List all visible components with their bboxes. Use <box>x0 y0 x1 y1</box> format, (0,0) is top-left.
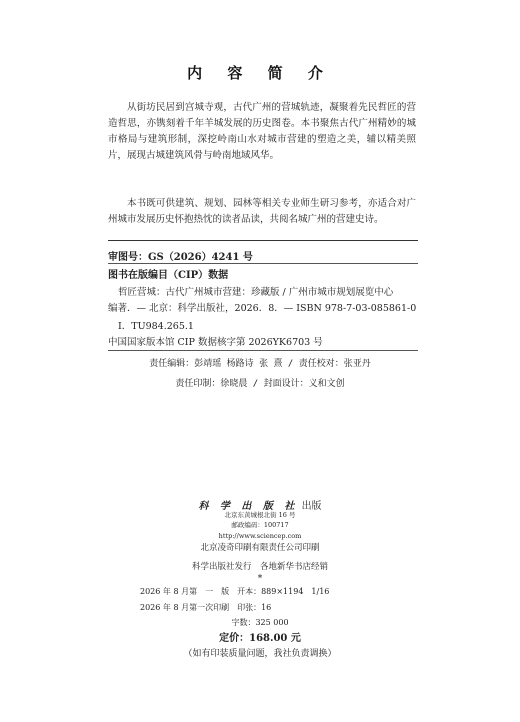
printing-line: 2026 年 8 月第一次印刷 印张：16 <box>140 603 272 612</box>
page-title: 内 容 简 介 <box>187 64 333 82</box>
printer-line: 北京凌奇印刷有限责任公司印刷 <box>200 543 320 553</box>
cip-title-line: 哲匠营城：古代广州城市营建：珍藏版 / 广州市城市规划展览中心 <box>118 287 394 298</box>
cip-classification-line: Ⅰ．TU984.265.1 <box>118 321 194 332</box>
map-approval-number: 审图号：GS（2026）4241 号 <box>108 252 253 263</box>
cip-record-line: 中国国家版本馆 CIP 数据核字第 2026YK6703 号 <box>108 337 323 348</box>
production-line: 责任印制：徐晓晨 / 封面设计：义和文创 <box>175 379 345 389</box>
word-count: 字数：325 000 <box>231 618 289 627</box>
publisher-address: 北京东黄城根北街 16 号 <box>224 511 296 519</box>
distributor-line: 科学出版社发行 各地新华书店经销 <box>191 562 328 572</box>
intro-paragraph-1: 从街坊民居到宫城寺观，古代广州的营城轨迹，凝聚着先民哲匠的营造哲思，亦镌刻着千年羊城发展的历史图卷。本书聚焦古代广州精妙的城市格局与建筑形制，深挖岭南山水对城市营建的塑造之美，辅以精美照片，展现古城建筑风骨与岭南地域风华。 <box>108 102 416 161</box>
edition-line: 2026 年 8 月第 一 版 开本：889×1194 1/16 <box>140 587 330 596</box>
price: 定价：168.00 元 <box>219 633 301 644</box>
return-policy: （如有印装质量问题，我社负责调换） <box>183 649 337 659</box>
separator-star: * <box>257 574 263 584</box>
cip-isbn-line: 编著．— 北京：科学出版社，2026．8．— ISBN 978-7-03-085861-0 <box>108 303 417 314</box>
bottom-divider <box>108 350 418 351</box>
publisher-website: http://www.sciencep.com <box>218 532 302 540</box>
cip-heading: 图书在版编目（CIP）数据 <box>108 270 229 281</box>
publisher-logo: 科 学 出 版 社 <box>198 501 299 512</box>
intro-paragraph-2: 本书既可供建筑、规划、园林等相关专业师生研习参考，亦适合对广州城市发展历史怀抱热忱的读者品读，共阅名城广州的营建史诗。 <box>108 198 416 225</box>
publisher-suffix: 出版 <box>301 501 322 512</box>
top-divider <box>108 240 418 241</box>
editors-line: 责任编辑：彭靖瑶 杨路诗 张 熹 / 责任校对：张亚丹 <box>149 359 371 369</box>
cip-divider <box>108 263 418 264</box>
publisher-postcode: 邮政编码：100717 <box>231 521 289 529</box>
